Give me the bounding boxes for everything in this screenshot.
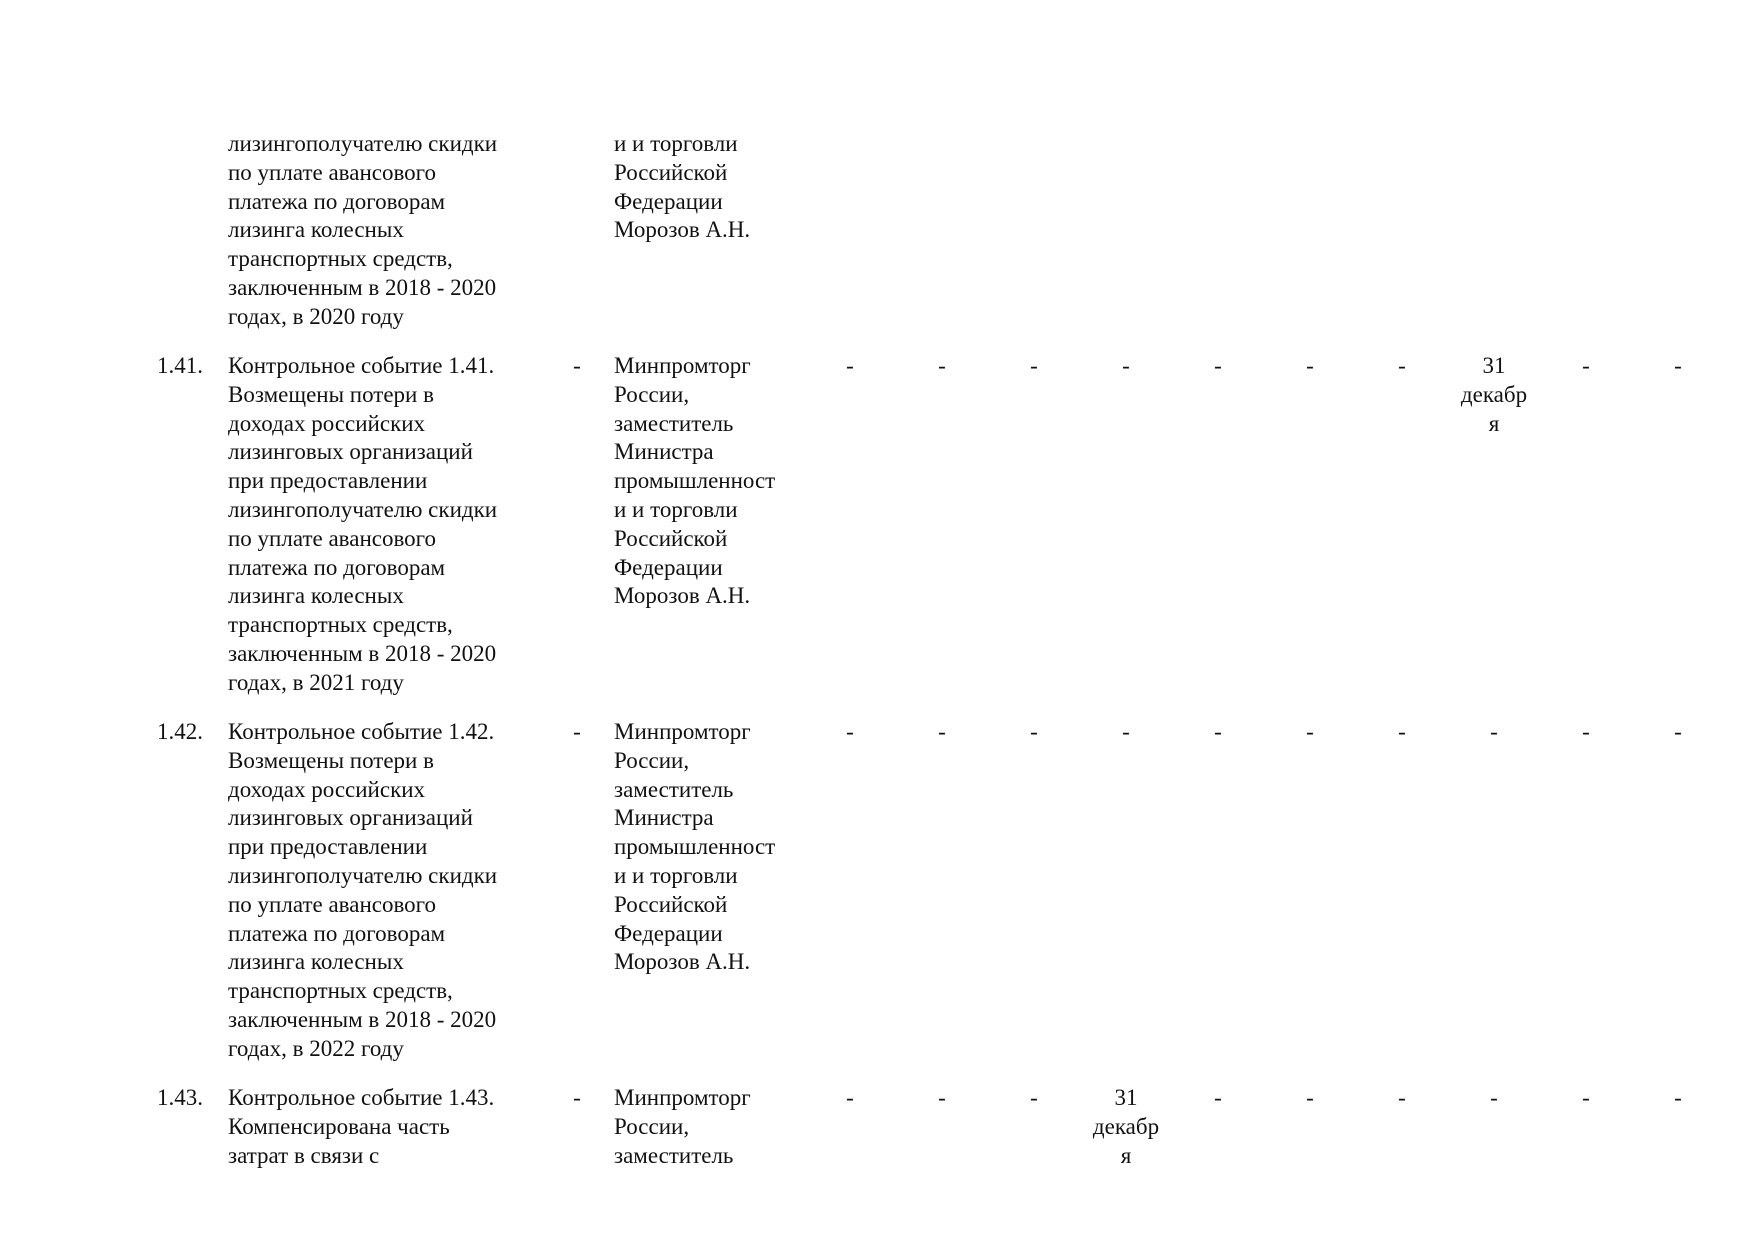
row-description: Контрольное событие 1.41. Возмещены потери в доходах российских лизинговых организаций при предоставлении лизингополучателю скидки по уплате авансового платежа по договорам лизинга колесных транспортных средств, заключенным в 2018 - 2020 годах, в 2021 году: [228, 353, 498, 695]
period-cell: -: [938, 1085, 946, 1110]
period-cell: -: [1306, 719, 1314, 744]
period-cell: -: [938, 353, 946, 378]
row-responsible: Минпромторг России, заместитель: [614, 1085, 751, 1168]
period-cell: -: [1674, 719, 1682, 744]
row-description: Контрольное событие 1.42. Возмещены потери в доходах российских лизинговых организаций при предоставлении лизингополучателю скидки по уплате авансового платежа по договорам лизинга колесных транспортных средств, заключенным в 2018 - 2020 годах, в 2022 году: [228, 719, 498, 1061]
period-cell: -: [1306, 1085, 1314, 1110]
row-responsible: Минпромторг России, заместитель Министра промышленност и и торговли Российской Федерации Морозов А.Н.: [614, 719, 776, 975]
continuation-description: лизингополучателю скидки по уплате авансового платежа по договорам лизинга колесных транспортных средств, заключенным в 2018 - 2020 годах, в 2020 году: [228, 131, 498, 329]
row-responsible: Минпромторг России, заместитель Министра промышленност и и торговли Российской Федерации Морозов А.Н.: [614, 353, 776, 609]
row-number: 1.43.: [157, 1085, 203, 1110]
period-cell: -: [1582, 719, 1590, 744]
period-cell: -: [1122, 353, 1130, 378]
period-cell: -: [1214, 353, 1222, 378]
row-dash: -: [573, 1085, 581, 1110]
period-cell: 31 декабр я: [1092, 1085, 1160, 1168]
period-cell: -: [1582, 1085, 1590, 1110]
period-cell: -: [846, 719, 854, 744]
period-cell: -: [1214, 1085, 1222, 1110]
period-cell: -: [1490, 719, 1498, 744]
period-cell: -: [1398, 1085, 1406, 1110]
period-cell: -: [846, 1085, 854, 1110]
period-cell: -: [1398, 719, 1406, 744]
period-cell: -: [1030, 353, 1038, 378]
row-number: 1.41.: [157, 353, 203, 378]
period-cell: -: [1030, 719, 1038, 744]
period-cell: -: [1674, 1085, 1682, 1110]
row-dash: -: [573, 719, 581, 744]
period-cell: -: [1398, 353, 1406, 378]
period-cell: -: [846, 353, 854, 378]
period-cell: -: [1214, 719, 1222, 744]
row-dash: -: [573, 353, 581, 378]
period-cell: -: [938, 719, 946, 744]
period-cell: -: [1582, 353, 1590, 378]
row-number: 1.42.: [157, 719, 203, 744]
period-cell: 31 декабр я: [1460, 353, 1528, 436]
row-description: Контрольное событие 1.43. Компенсирована часть затрат в связи с: [228, 1085, 495, 1168]
period-cell: -: [1030, 1085, 1038, 1110]
period-cell: -: [1122, 719, 1130, 744]
continuation-responsible: и и торговли Российской Федерации Морозов А.Н.: [614, 131, 751, 243]
period-cell: -: [1674, 353, 1682, 378]
period-cell: -: [1306, 353, 1314, 378]
period-cell: -: [1490, 1085, 1498, 1110]
